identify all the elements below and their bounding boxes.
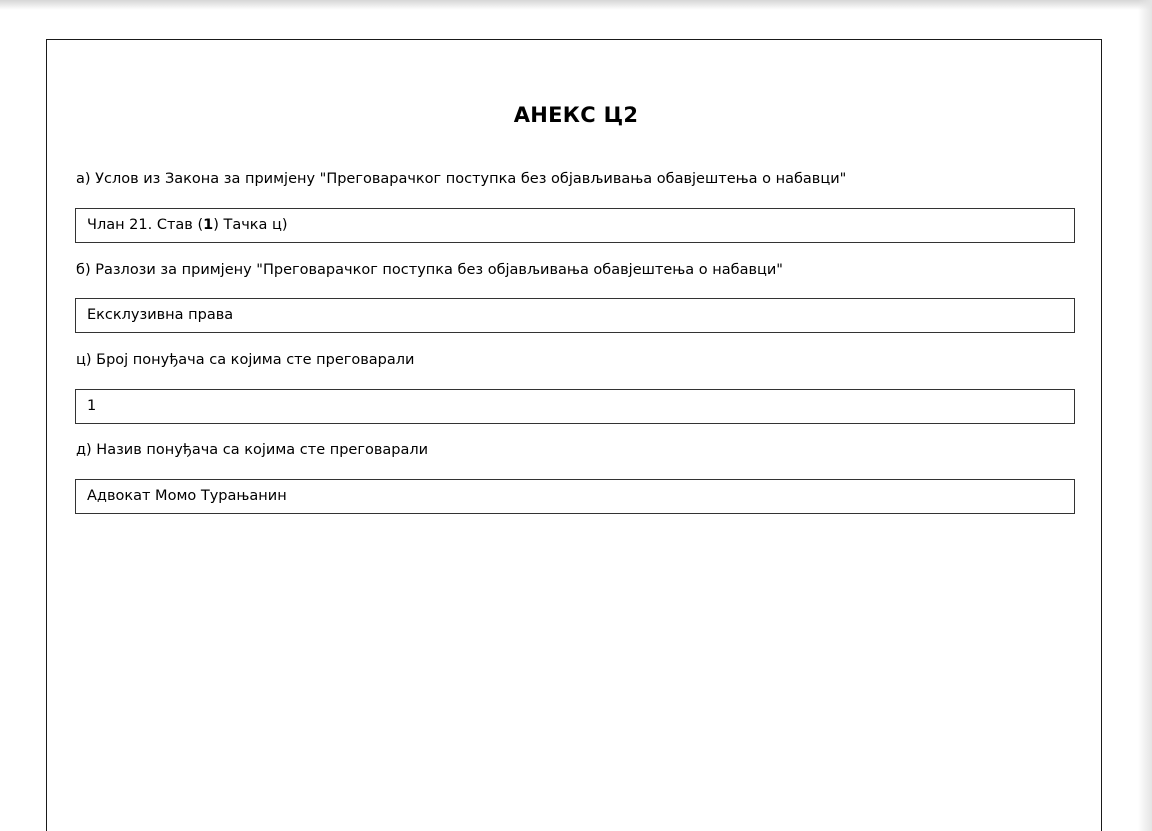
field-value-bidder-count: 1: [75, 389, 1075, 424]
field-value-condition-part2: 1: [203, 217, 214, 233]
field-label-bidder-name: д) Назив понуђача са којима сте преговарали: [76, 442, 429, 458]
field-label-condition: а) Услов из Закона за примјену "Преговарачког поступка без објављивања обавјештења о набавци": [76, 171, 847, 187]
field-label-reasons: б) Разлози за примјену "Преговарачког поступка без објављивања обавјештења о набавци": [76, 262, 783, 278]
viewer-top-shadow: [0, 0, 1152, 10]
document-page: [46, 39, 1102, 831]
field-value-condition-part1: Члан 21. Став (: [87, 217, 204, 233]
field-value-condition-part3: ) Тачка ц): [213, 217, 288, 233]
field-label-bidder-count: ц) Број понуђача са којима сте преговарали: [76, 352, 415, 368]
field-value-reasons: Ексклузивна права: [75, 298, 1075, 333]
field-value-condition: [75, 208, 1075, 243]
page-title: АНЕКС Ц2: [513, 103, 639, 127]
field-value-bidder-name: Адвокат Момо Турањанин: [75, 479, 1075, 514]
